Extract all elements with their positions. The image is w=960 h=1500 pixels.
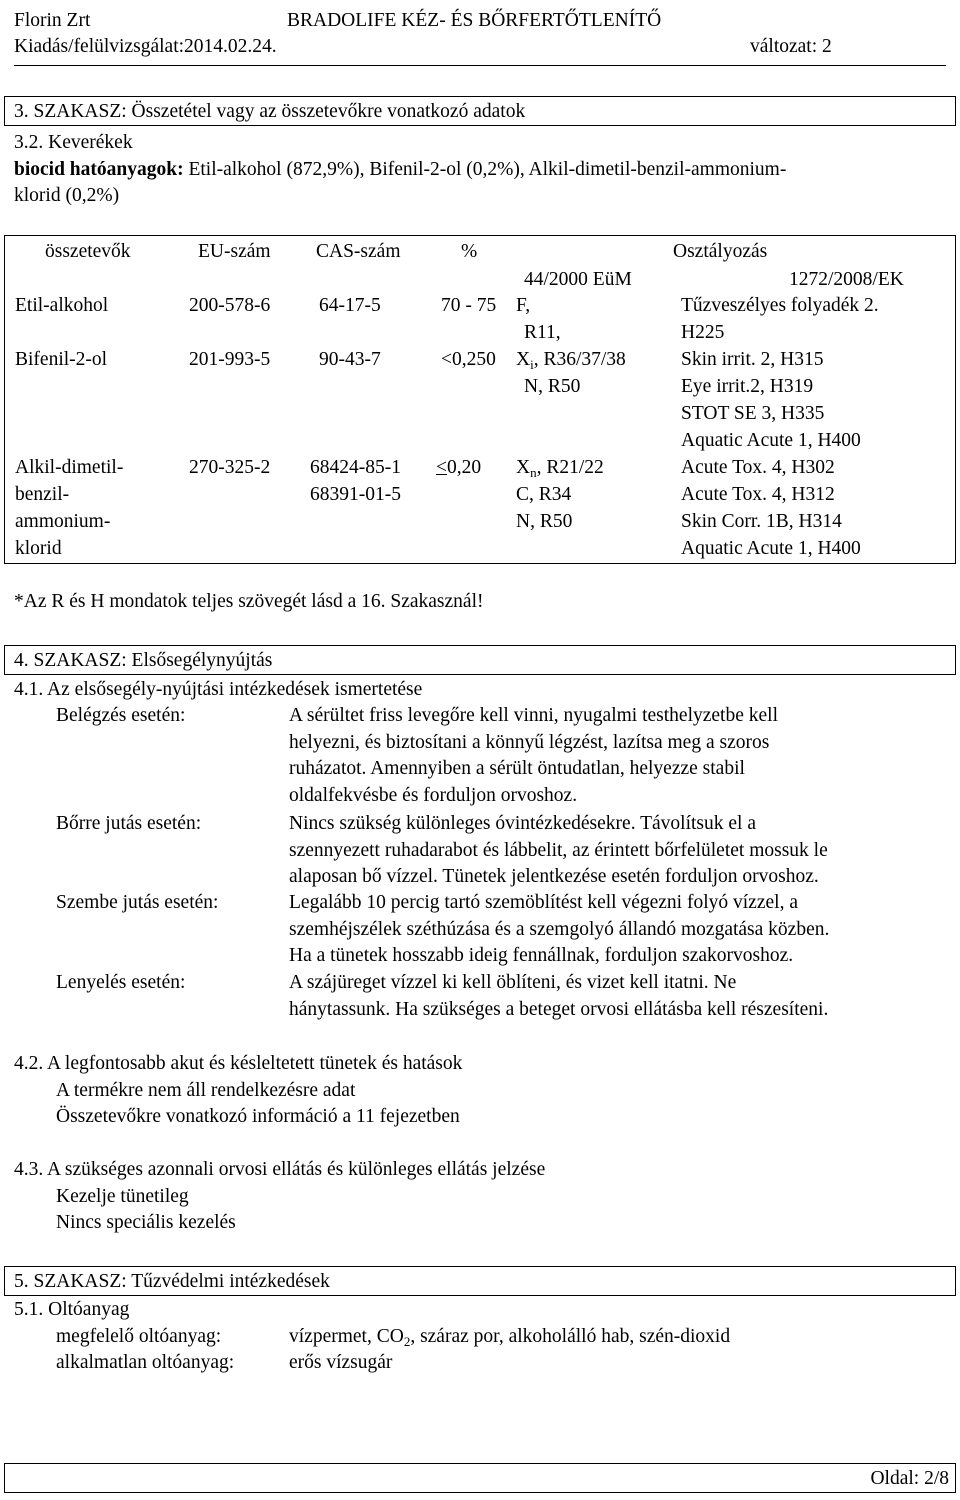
- section51-title: 5.1. Oltóanyag: [14, 1299, 130, 1320]
- row3-eum-2: C, R34: [516, 484, 572, 505]
- row2-eum-subscript: i: [530, 357, 534, 372]
- row3-eu: 270-325-2: [189, 457, 271, 478]
- row3-ek-3: Skin Corr. 1B, H314: [681, 511, 842, 532]
- issue-date: Kiadás/felülvizsgálat:2014.02.24.: [14, 36, 277, 57]
- col-header-ek: 1272/2008/EK: [789, 269, 904, 290]
- eye-contact-label: Szembe jutás esetén:: [56, 892, 219, 913]
- col-header-eu: EU-szám: [198, 241, 271, 262]
- biocid-line-2: klorid (0,2%): [14, 185, 120, 206]
- row2-ek-1: Skin irrit. 2, H315: [681, 349, 824, 370]
- suitable-media-sub: 2: [403, 1334, 411, 1349]
- inhalation-line: A sérültet friss levegőre kell vinni, nyugalmi testhelyzetbe kell: [289, 705, 778, 726]
- row2-eum-rest: , R36/37/38: [533, 349, 626, 370]
- ingestion-text: [289, 970, 828, 1023]
- row2-eum-symbol: X: [516, 349, 531, 370]
- row3-name-3: ammonium-: [15, 511, 111, 532]
- section43-line-2: Nincs speciális kezelés: [56, 1212, 236, 1233]
- section3-subtitle: 3.2. Keverékek: [14, 132, 133, 153]
- section4-title-box: [4, 645, 956, 675]
- row2-eum-1: [516, 347, 626, 373]
- row2-ek-4: Aquatic Acute 1, H400: [681, 430, 861, 451]
- row3-name-2: benzil-: [15, 484, 70, 505]
- row2-pct: <0,250: [441, 349, 496, 370]
- row3-eum-subscript: n: [530, 465, 537, 480]
- section5-title: 5. SZAKASZ: Tűzvédelmi intézkedések: [14, 1271, 330, 1292]
- page-number: Oldal: 2/8: [870, 1468, 949, 1489]
- section43-title: 4.3. A szükséges azonnali orvosi ellátás és különleges ellátás jelzése: [14, 1159, 546, 1180]
- row3-ek-2: Acute Tox. 4, H312: [681, 484, 835, 505]
- row1-name: Etil-alkohol: [15, 295, 109, 316]
- row3-eum-1: [516, 455, 604, 481]
- inhalation-line: helyezni, és biztosítani a könnyű légzést, lazítsa meg a szoros: [289, 731, 770, 753]
- col-header-classification: Osztályozás: [673, 241, 768, 262]
- version: változat: 2: [750, 36, 832, 57]
- row3-eum-symbol: X: [516, 457, 531, 478]
- row1-ek-2: H225: [681, 322, 725, 343]
- col-header-cas: CAS-szám: [316, 241, 401, 262]
- row1-pct: 70 - 75: [441, 295, 497, 316]
- skin-contact-line: alaposan bő vízzel. Tünetek jelentkezése esetén forduljon orvoshoz.: [289, 866, 819, 887]
- row3-pct: <0,20: [436, 457, 482, 478]
- row1-cas: 64-17-5: [319, 295, 381, 316]
- col-header-eum: 44/2000 EüM: [524, 269, 632, 290]
- r-h-note: *Az R és H mondatok teljes szövegét lásd a 16. Szakasznál!: [14, 591, 484, 612]
- product-name: BRADOLIFE KÉZ- ÉS BŐRFERTŐTLENÍTŐ: [287, 10, 662, 31]
- row2-name: Bifenil-2-ol: [15, 349, 108, 370]
- biocid-line: [14, 157, 786, 183]
- eye-contact-line: Ha a tünetek hosszabb ideig fennállnak, forduljon szakorvoshoz.: [289, 945, 794, 966]
- row3-eum-rest: , R21/22: [536, 457, 604, 478]
- row3-pct-value: 0,20: [447, 457, 482, 478]
- section42-line-1: A termékre nem áll rendelkezésre adat: [56, 1080, 356, 1101]
- row1-ek-1: Tűzveszélyes folyadék 2.: [681, 295, 879, 316]
- suitable-media-pre: vízpermet, CO: [289, 1326, 404, 1347]
- row1-eum-2: R11,: [524, 322, 561, 343]
- row1-eum-1: F,: [516, 295, 531, 316]
- row3-ek-1: Acute Tox. 4, H302: [681, 457, 835, 478]
- header-divider: [14, 65, 946, 66]
- eye-contact-line: szemhéjszélek széthúzása és a szemgolyó állandó mozgatása közben.: [289, 918, 830, 940]
- suitable-media-label: megfelelő oltóanyag:: [56, 1326, 222, 1347]
- row2-eu: 201-993-5: [189, 349, 271, 370]
- skin-contact-line: Nincs szükség különleges óvintézkedésekre. Távolítsuk el a: [289, 813, 756, 834]
- unsuitable-media-value: erős vízsugár: [289, 1352, 393, 1373]
- section5-title-box: [4, 1266, 956, 1296]
- section4-title: 4. SZAKASZ: Elsősegélynyújtás: [14, 650, 273, 671]
- ingestion-line: A szájüreget vízzel ki kell öblíteni, és vizet kell itatni. Ne: [289, 972, 737, 993]
- row3-eum-3: N, R50: [516, 511, 573, 532]
- eye-contact-line: Legalább 10 percig tartó szemöblítést kell végezni folyó vízzel, a: [289, 892, 798, 913]
- section42-title: 4.2. A legfontosabb akut és késleltetett tünetek és hatások: [14, 1053, 463, 1074]
- section41-title: 4.1. Az elsősegély-nyújtási intézkedések ismertetése: [14, 679, 423, 700]
- row2-ek-2: Eye irrit.2, H319: [681, 376, 814, 397]
- biocid-label: biocid hatóanyagok:: [14, 159, 184, 180]
- composition-table: [4, 235, 956, 564]
- eye-contact-text: [289, 890, 829, 970]
- ingestion-label: Lenyelés esetén:: [56, 972, 186, 993]
- row3-name-4: klorid: [15, 538, 62, 559]
- row1-eu: 200-578-6: [189, 295, 271, 316]
- inhalation-text: [289, 703, 778, 809]
- row2-eum-2: N, R50: [524, 376, 581, 397]
- section42-line-2: Összetevőkre vonatkozó információ a 11 fejezetben: [56, 1106, 460, 1127]
- row3-cas-1: 68424-85-1: [310, 457, 401, 478]
- section3-title-box: [4, 96, 956, 126]
- row3-cas-2: 68391-01-5: [310, 484, 401, 505]
- inhalation-line: ruházatot. Amennyiben a sérült öntudatlan, helyezze stabil: [289, 758, 745, 779]
- skin-contact-label: Bőrre jutás esetén:: [56, 813, 202, 834]
- row2-ek-3: STOT SE 3, H335: [681, 403, 825, 424]
- row2-cas: 90-43-7: [319, 349, 381, 370]
- inhalation-line: oldalfekvésbe és forduljon orvoshoz.: [289, 784, 578, 806]
- inhalation-label: Belégzés esetén:: [56, 705, 186, 726]
- unsuitable-media-label: alkalmatlan oltóanyag:: [56, 1352, 235, 1373]
- skin-contact-line: szennyezett ruhadarabot és lábbelit, az érintett bőrfelületet mossuk le: [289, 839, 828, 861]
- row3-name-1: Alkil-dimetil-: [15, 457, 124, 478]
- col-header-components: összetevők: [45, 241, 131, 262]
- biocid-text: Etil-alkohol (872,9%), Bifenil-2-ol (0,2%), Alkil-dimetil-benzil-ammonium-: [183, 159, 787, 180]
- section43-line-1: Kezelje tünetileg: [56, 1186, 189, 1207]
- col-header-pct: %: [461, 241, 478, 262]
- suitable-media-post: , száraz por, alkoholálló hab, szén-dioxid: [410, 1326, 731, 1347]
- company-name: Florin Zrt: [14, 10, 91, 31]
- section3-title: 3. SZAKASZ: Összetétel vagy az összetevőkre vonatkozó adatok: [14, 101, 526, 122]
- row3-ek-4: Aquatic Acute 1, H400: [681, 538, 861, 559]
- footer-box: [4, 1463, 956, 1493]
- suitable-media-value: [289, 1324, 730, 1350]
- skin-contact-text: [289, 811, 828, 891]
- ingestion-line: hánytassunk. Ha szükséges a beteget orvosi ellátásba kell részesíteni.: [289, 998, 829, 1020]
